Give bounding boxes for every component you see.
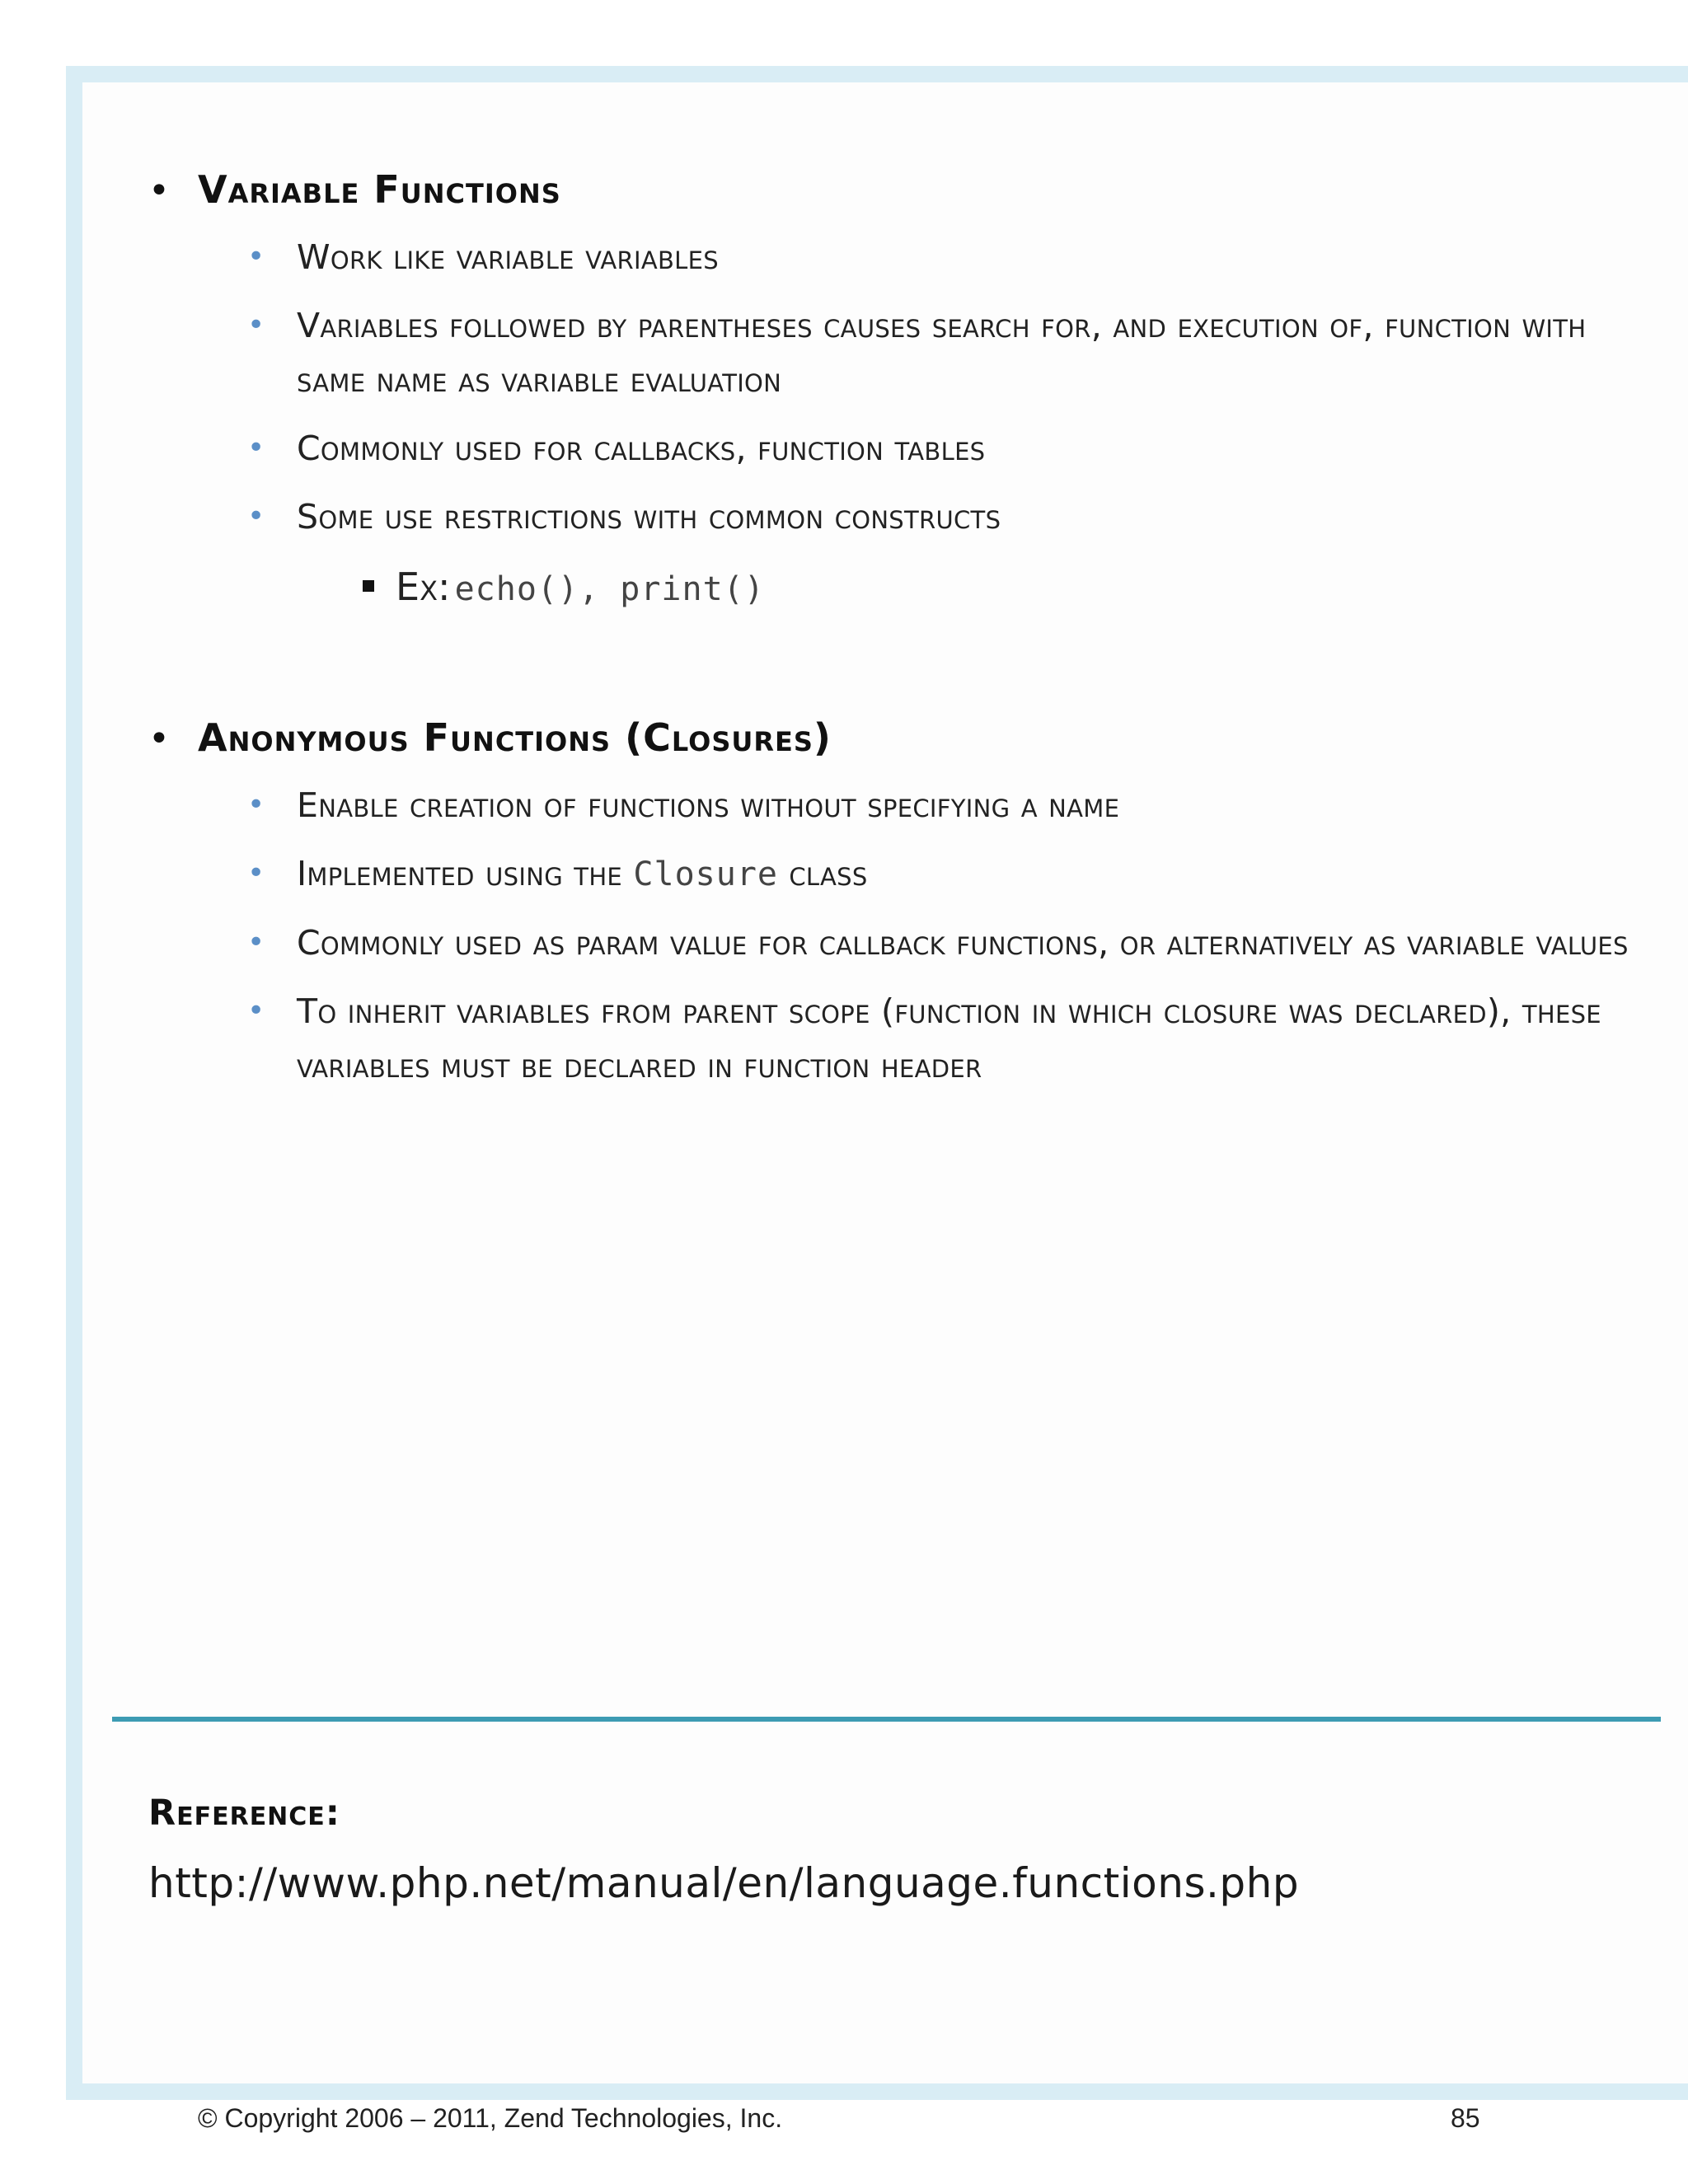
list-item	[82, 846, 1688, 902]
sub-list-item	[82, 558, 1688, 616]
section-divider	[112, 1717, 1661, 1722]
page-content	[82, 82, 1688, 2083]
bullet-icon: •	[247, 499, 265, 533]
reference-label: Reference:	[148, 1793, 340, 1834]
list-item	[82, 778, 1688, 832]
bullet-icon: •	[247, 926, 265, 959]
list-item-text: Variables followed by parentheses causes search for, and execution of, function with same name as variable evaluation	[297, 306, 1587, 400]
section-heading-row	[82, 161, 1688, 218]
square-bullet-icon	[363, 580, 374, 592]
section-anonymous-functions	[82, 709, 1688, 1107]
list-item-text	[297, 846, 1653, 902]
list-item-text: Work like variable variables	[297, 237, 719, 277]
list-item	[82, 421, 1688, 476]
bullet-icon: •	[247, 994, 265, 1028]
list-item	[82, 230, 1688, 284]
class-name-code: Closure	[633, 855, 778, 893]
list-item-text: Commonly used as param value for callback functions, or alternatively as variable values	[297, 923, 1629, 963]
list-item-text: Some use restrictions with common constructs	[297, 497, 1001, 537]
list-item-text-after: class	[789, 854, 868, 893]
section-variable-functions	[82, 161, 1688, 630]
bullet-icon: •	[247, 240, 265, 274]
list-item-text-before: Implemented using the	[297, 854, 623, 893]
reference-url: http://www.php.net/manual/en/language.functions.php	[148, 1859, 1300, 1907]
bullet-list	[82, 230, 1688, 544]
list-item	[82, 298, 1688, 407]
bullet-icon: •	[247, 431, 265, 465]
list-item	[82, 916, 1688, 970]
bullet-icon: •	[148, 170, 170, 212]
list-item	[82, 490, 1688, 544]
bullet-icon: •	[247, 856, 265, 890]
section-heading-row	[82, 709, 1688, 766]
list-item-text: Commonly used for callbacks, function tables	[297, 429, 986, 468]
bullet-list	[82, 778, 1688, 1093]
list-item-text: To inherit variables from parent scope (function in which closure was declared), these variables must be declared in function header	[297, 991, 1601, 1085]
page-number: 85	[1451, 2103, 1480, 2133]
footer-copyright: © Copyright 2006 – 2011, Zend Technologies, Inc.	[198, 2103, 783, 2133]
section-heading: Anonymous Functions (Closures)	[198, 715, 832, 760]
example-label: Ex:	[396, 565, 451, 609]
bullet-icon: •	[247, 788, 265, 822]
example-code: echo(), print()	[454, 570, 765, 608]
bullet-icon: •	[247, 308, 265, 342]
section-heading: Variable Functions	[198, 167, 561, 212]
bullet-icon: •	[148, 718, 170, 760]
page-frame	[66, 66, 1688, 2100]
list-item-text: Enable creation of functions without specifying a name	[297, 785, 1120, 825]
list-item	[82, 984, 1688, 1093]
